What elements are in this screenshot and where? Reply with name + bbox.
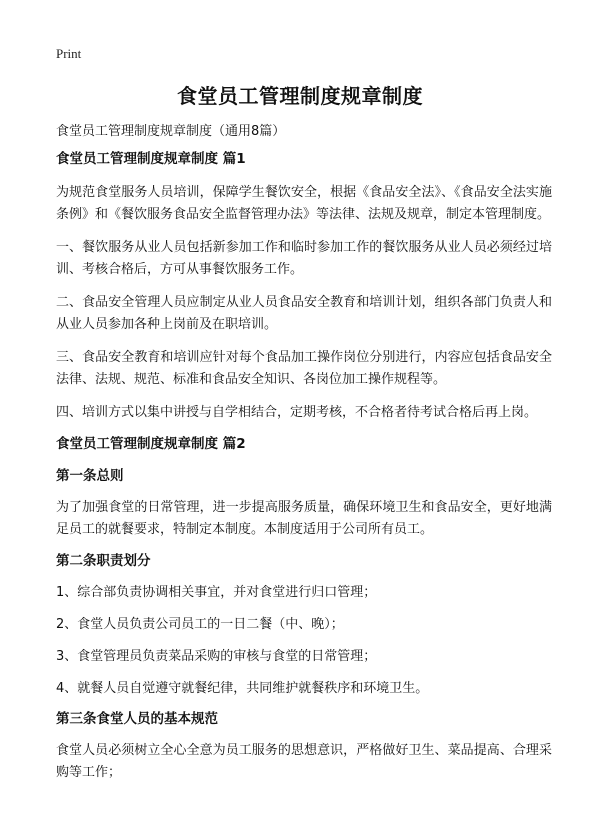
- section-heading-1: 食堂员工管理制度规章制度 篇1: [56, 151, 246, 167]
- list-item: 2、食堂人员负责公司员工的一日二餐（中、晚）；: [56, 617, 344, 632]
- section-heading-2: 食堂员工管理制度规章制度 篇2: [56, 436, 246, 452]
- article-heading: 第三条食堂人员的基本规范: [56, 711, 218, 727]
- paragraph: 二、食品安全管理人员应制定从业人员食品安全教育和培训计划，组织各部门负责人和从业人员参加各种上岗前及在职培训。: [56, 295, 552, 332]
- paragraph: 三、食品安全教育和培训应针对每个食品加工操作岗位分别进行，内容应包括食品安全法律、法规、规范、标准和食品安全知识、各岗位加工操作规程等。: [56, 350, 552, 387]
- document-subtitle: 食堂员工管理制度规章制度（通用8篇）: [56, 124, 286, 139]
- paragraph: 为了加强食堂的日常管理，进一步提高服务质量，确保环境卫生和食品安全，更好地满足员工的就餐要求，特制定本制度。本制度适用于公司所有员工。: [56, 500, 552, 537]
- paragraph: 为规范食堂服务人员培训，保障学生餐饮安全，根据《食品安全法》、《食品安全法实施条例》和《餐饮服务食品安全监督管理办法》等法律、法规及规章，制定本管理制度。: [56, 185, 552, 222]
- article-heading: 第二条职责划分: [56, 553, 151, 569]
- article-heading: 第一条总则: [56, 468, 124, 484]
- page-title: 食堂员工管理制度规章制度: [177, 84, 423, 108]
- print-link[interactable]: Print: [56, 46, 82, 61]
- paragraph: 一、餐饮服务从业人员包括新参加工作和临时参加工作的餐饮服务从业人员必须经过培训、考核合格后，方可从事餐饮服务工作。: [56, 240, 552, 277]
- list-item: 4、就餐人员自觉遵守就餐纪律，共同维护就餐秩序和环境卫生。: [56, 681, 429, 696]
- paragraph: 食堂人员必须树立全心全意为员工服务的思想意识，严格做好卫生、菜品提高、合理采购等工作；: [56, 743, 552, 780]
- list-item: 3、食堂管理员负责菜品采购的审核与食堂的日常管理；: [56, 649, 377, 664]
- list-item: 1、综合部负责协调相关事宜，并对食堂进行归口管理；: [56, 585, 377, 600]
- document-body: [56, 150, 552, 795]
- paragraph: 四、培训方式以集中讲授与自学相结合，定期考核，不合格者待考试合格后再上岗。: [56, 405, 538, 420]
